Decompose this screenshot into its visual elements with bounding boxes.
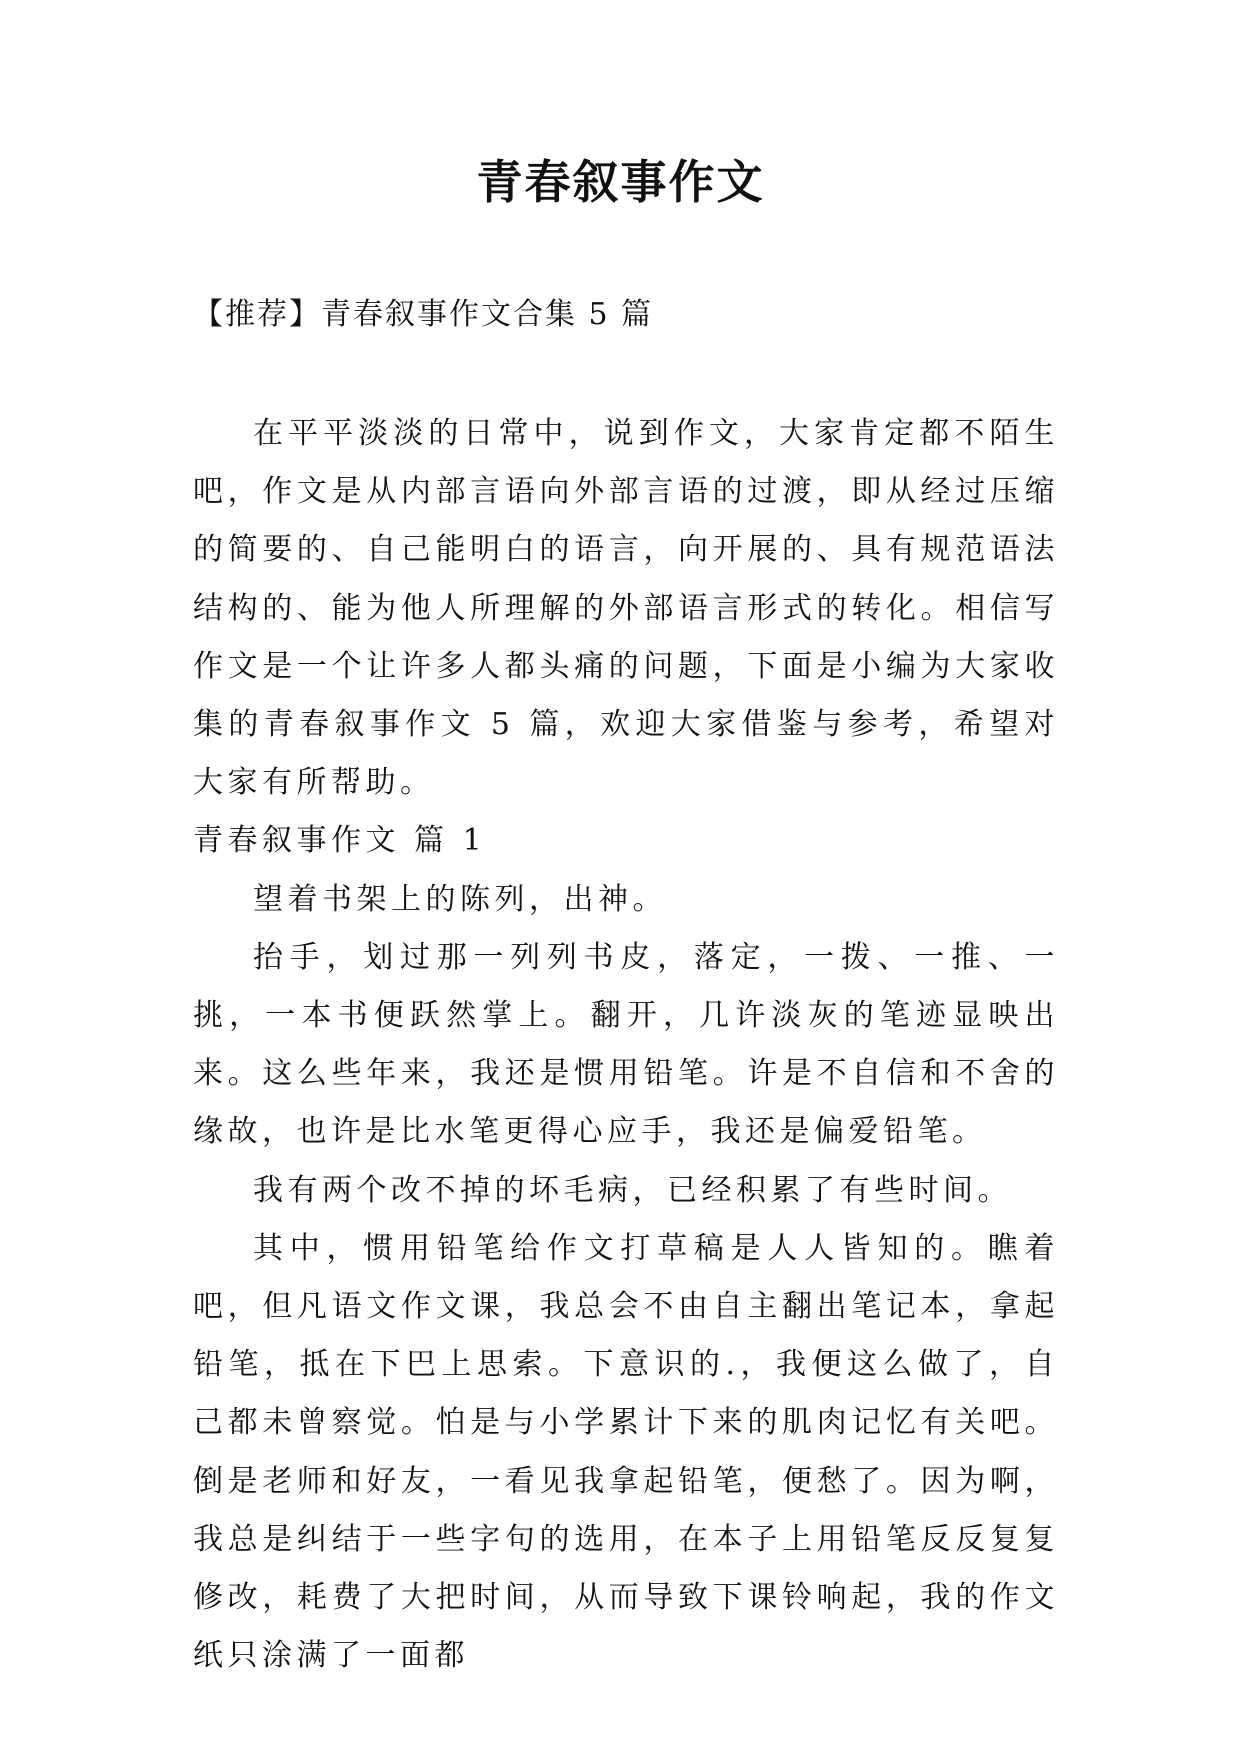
- body-paragraph: 抬手，划过那一列列书皮，落定，一拨、一推、一挑，一本书便跃然掌上。翻开，几许淡灰的笔迹显映出来。这么些年来，我还是惯用铅笔。许是不自信和不舍的缘故，也许是比水笔更得心应手，我还是偏爱铅笔。: [193, 939, 1059, 1150]
- section-heading: 青春叙事作文 篇 1: [193, 823, 487, 859]
- document-body: [193, 405, 1059, 1685]
- body-paragraph: 我有两个改不掉的坏毛病，已经积累了有些时间。: [253, 1172, 1012, 1208]
- body-paragraph: 其中，惯用铅笔给作文打草稿是人人皆知的。瞧着吧，但凡语文作文课，我总会不由自主翻出笔记本，拿起铅笔，抵在下巴上思索。下意识的.，我便这么做了，自己都未曾察觉。怕是与小学累计下来的肌肉记忆有关吧。倒是老师和好友，一看见我拿起铅笔，便愁了。因为啊，我总是纠结于一些字句的选用，在本子上用铅笔反反复复修改，耗费了大把时间，从而导致下课铃响起，我的作文纸只涂满了一面都: [193, 1230, 1059, 1674]
- document-subtitle: 【推荐】青春叙事作文合集 5 篇: [193, 297, 654, 332]
- intro-paragraph: 在平平淡淡的日常中，说到作文，大家肯定都不陌生吧，作文是从内部言语向外部言语的过渡，即从经过压缩的简要的、自己能明白的语言，向开展的、具有规范语法结构的、能为他人所理解的外部语言形式的转化。相信写作文是一个让许多人都头痛的问题，下面是小编为大家收集的青春叙事作文 5 篇，欢迎大家借鉴与参考，希望对大家有所帮助。: [193, 416, 1059, 801]
- document-title: 青春叙事作文: [476, 155, 765, 209]
- body-paragraph: 望着书架上的陈列，出神。: [253, 881, 667, 917]
